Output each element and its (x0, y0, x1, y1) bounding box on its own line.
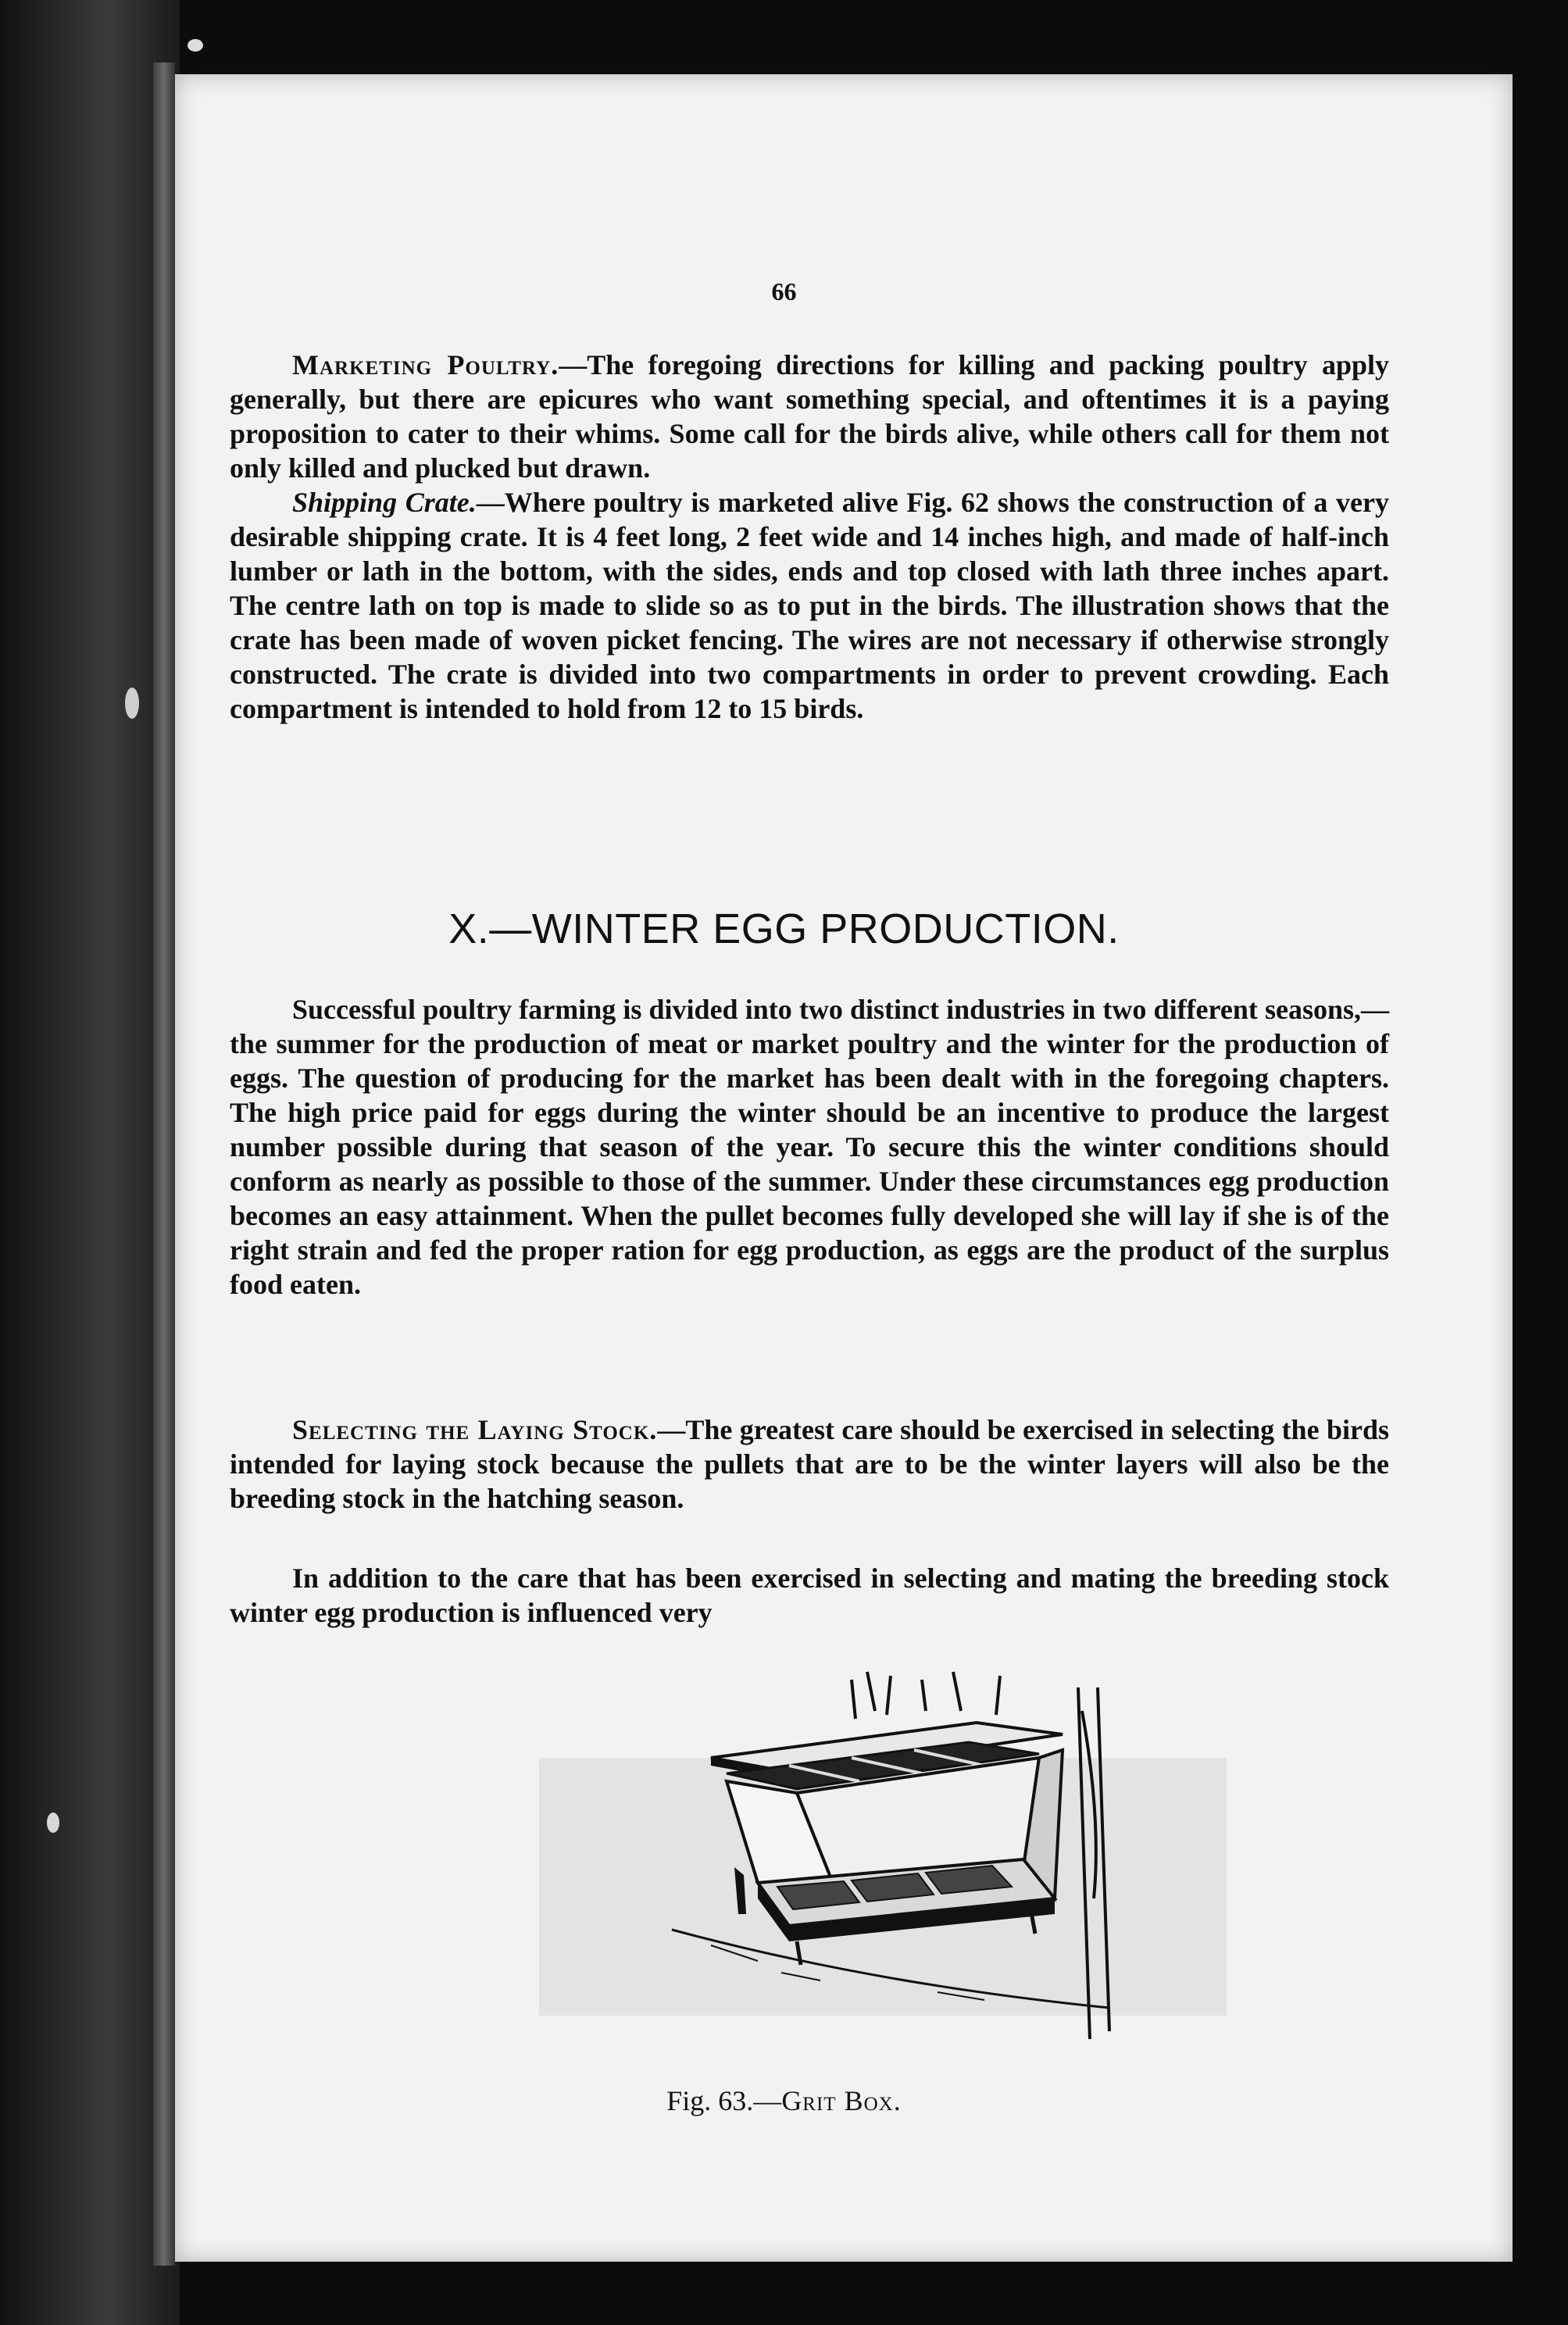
paragraph-selecting-stock (230, 1412, 1389, 1516)
run-in-heading: Marketing Poultry. (292, 349, 559, 380)
paragraph-shipping-crate (230, 485, 1389, 726)
spine-edge (153, 62, 175, 2266)
paper-speck (47, 1812, 59, 1833)
body-text-selecting (230, 1412, 1389, 1516)
paragraph-text: —The greatest care should be exercised in selecting the birds intended for laying stock because the pullets that are to be the winter layers will also be the breeding stock in the hatching season. (230, 1414, 1389, 1514)
grit-box-illustration (641, 1664, 1141, 2047)
body-text-top (230, 348, 1389, 726)
body-text-chapter (230, 992, 1389, 1302)
wall-post (1078, 1688, 1109, 2039)
paper-speck (125, 688, 139, 719)
body-text-addition (230, 1561, 1389, 1630)
caption-title: Grit Box. (781, 2085, 902, 2116)
paragraph-text: —The foregoing directions for killing and packing poultry apply generally, but there are epicures who want something special, and oftentimes it is a paying proposition to cater to their whims. Some call for the birds alive, while others call for them not only killed and plucked but drawn. (230, 349, 1390, 484)
run-in-heading: Selecting the Laying Stock. (292, 1414, 658, 1445)
ground-line (672, 1930, 1109, 2008)
paragraph-in-addition: In addition to the care that has been exercised in selecting and mating the breeding stock winter egg production is influenced very (230, 1562, 1389, 1628)
paragraph-text: —Where poultry is marketed alive Fig. 62 shows the construction of a very desirable shipping crate. It is 4 feet long, 2 feet wide and 14 inches high, and made of half-inch lumber or lath in the bottom, with the sides, ends and top closed with lath three inches apart. The centre lath on top is made to slide so as to put in the birds. The illustration shows that the crate has been made of woven picket fencing. The wires are not necessary if otherwise strongly constructed. The crate is divided into two compartments in order to prevent crowding. Each compartment is intended to hold from 12 to 15 birds. (230, 487, 1389, 724)
paragraph-marketing-poultry (230, 348, 1389, 485)
paragraph-successful-farming: Successful poultry farming is divided into two distinct industries in two different seasons,—the summer for the production of meat or market poultry and the winter for the production of eggs. The question of producing for the market has been dealt with in the foregoing chapters. The high price paid for eggs during the winter should be an incentive to produce the largest number possible during that season of the year. To secure this the winter conditions should conform as nearly as possible to those of the summer. Under these circumstances egg production becomes an easy attainment. When the pullet becomes fully developed she will lay if she is of the right strain and fed the proper ration for egg production, as eggs are the product of the surplus food eaten. (230, 994, 1389, 1300)
ground-hatching (711, 1945, 984, 2000)
grass-strokes (852, 1672, 1000, 1719)
figure-caption (0, 2084, 1568, 2117)
paper-speck (188, 39, 203, 52)
page-number: 66 (771, 277, 797, 305)
run-in-heading: Shipping Crate. (292, 487, 477, 518)
small-post (734, 1867, 746, 1914)
caption-prefix: Fig. 63.— (666, 2085, 782, 2116)
chapter-heading: X.—WINTER EGG PRODUCTION. (448, 905, 1120, 952)
